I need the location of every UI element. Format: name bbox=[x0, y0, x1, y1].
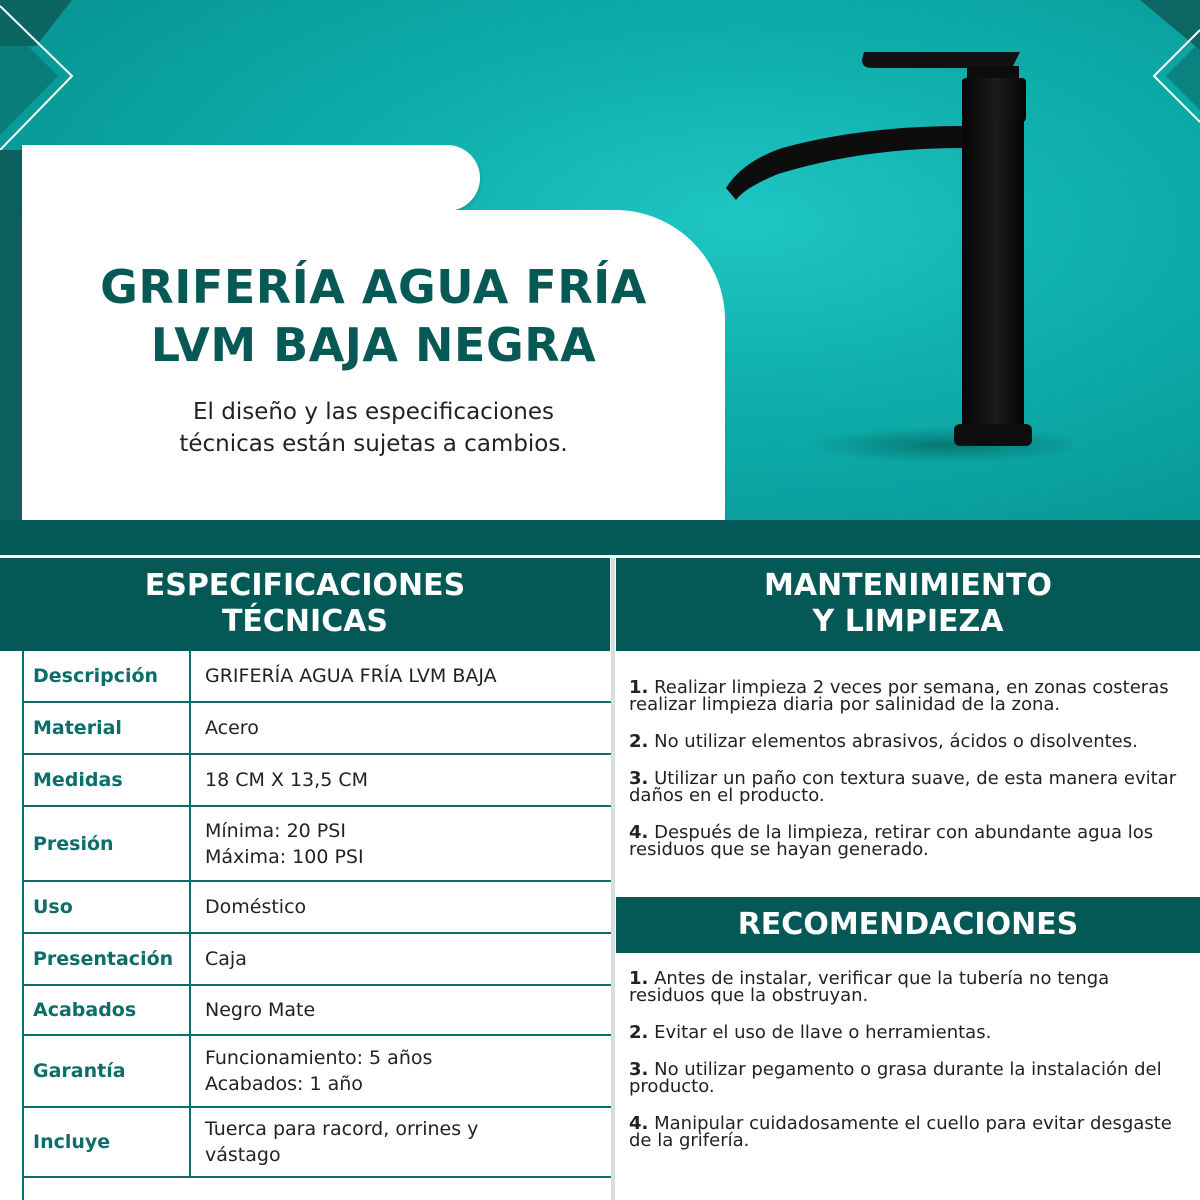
list-item-text: Manipular cuidadosamente el cuello para evitar desgaste de la grifería. bbox=[629, 1113, 1172, 1151]
maintenance-header-line1: MANTENIMIENTO bbox=[764, 568, 1052, 603]
top-right-diamond-decoration bbox=[1110, 0, 1200, 170]
table-row bbox=[24, 882, 612, 934]
product-title-line2: LVM BAJA NEGRA bbox=[150, 318, 597, 372]
list-item-text: No utilizar elementos abrasivos, ácidos o disolventes. bbox=[654, 731, 1138, 752]
spec-value-incluye bbox=[191, 1108, 612, 1176]
specs-table bbox=[22, 651, 612, 1200]
spec-value-line: Doméstico bbox=[205, 896, 307, 918]
spec-label-incluye: Incluye bbox=[24, 1108, 191, 1176]
spec-value-acabados bbox=[191, 986, 612, 1034]
disclaimer-line2: técnicas están sujetas a cambios. bbox=[179, 431, 568, 457]
table-row-empty bbox=[24, 1178, 612, 1200]
specs-header-line2: TÉCNICAS bbox=[221, 604, 389, 639]
table-row bbox=[24, 807, 612, 882]
spec-value-line: Acabados: 1 año bbox=[205, 1073, 363, 1095]
maintenance-header bbox=[616, 558, 1200, 651]
spec-value-uso bbox=[191, 882, 612, 932]
spec-value-line: Caja bbox=[205, 948, 247, 970]
recommendations-list bbox=[629, 970, 1189, 1169]
spec-value-line: vástago bbox=[205, 1144, 281, 1166]
product-title bbox=[22, 258, 725, 374]
hero-pill-decoration bbox=[22, 145, 480, 211]
spec-value-line: GRIFERÍA AGUA FRÍA LVM BAJA bbox=[205, 665, 497, 687]
list-item-number: 3. bbox=[629, 768, 649, 789]
table-row bbox=[24, 934, 612, 986]
list-item bbox=[629, 679, 1189, 713]
spec-label-medidas: Medidas bbox=[24, 755, 191, 805]
list-item bbox=[629, 970, 1189, 1004]
spec-label-presentacion: Presentación bbox=[24, 934, 191, 984]
table-row bbox=[24, 755, 612, 807]
table-row bbox=[24, 1036, 612, 1108]
column-divider bbox=[611, 558, 615, 1200]
list-item-number: 1. bbox=[629, 968, 649, 989]
list-item-text: Utilizar un paño con textura suave, de esta manera evitar daños en el producto. bbox=[629, 768, 1177, 806]
list-item bbox=[629, 1061, 1189, 1095]
list-item bbox=[629, 770, 1189, 804]
spec-label-presion: Presión bbox=[24, 807, 191, 880]
list-item-text: Después de la limpieza, retirar con abundante agua los residuos que se hayan generado. bbox=[629, 822, 1154, 860]
table-row bbox=[24, 986, 612, 1036]
spec-value-line: Acero bbox=[205, 717, 259, 739]
maintenance-list bbox=[629, 679, 1189, 878]
recommendations-header: RECOMENDACIONES bbox=[616, 897, 1200, 953]
spec-value-presion bbox=[191, 807, 612, 880]
list-item-text: Evitar el uso de llave o herramientas. bbox=[654, 1022, 992, 1043]
list-item-number: 4. bbox=[629, 822, 649, 843]
list-item-text: Realizar limpieza 2 veces por semana, en zonas costeras realizar limpieza diaria por salinidad de la zona. bbox=[629, 677, 1169, 715]
black-faucet-image bbox=[712, 40, 1072, 480]
list-item-number: 3. bbox=[629, 1059, 649, 1080]
maintenance-header-line2: Y LIMPIEZA bbox=[812, 604, 1004, 639]
spec-value-descripcion bbox=[191, 651, 612, 701]
spec-value-line: Mínima: 20 PSI bbox=[205, 819, 346, 842]
spec-value-garantia bbox=[191, 1036, 612, 1106]
spec-value-material bbox=[191, 703, 612, 753]
product-title-line1: GRIFERÍA AGUA FRÍA bbox=[100, 260, 647, 314]
disclaimer-text bbox=[22, 396, 725, 460]
hero-left-band bbox=[0, 150, 22, 530]
hero-bottom-band bbox=[0, 520, 1200, 555]
spec-value-line: Negro Mate bbox=[205, 999, 316, 1021]
spec-value-line: 18 CM X 13,5 CM bbox=[205, 769, 368, 791]
spec-value-presentacion bbox=[191, 934, 612, 984]
spec-label-material: Material bbox=[24, 703, 191, 753]
list-item bbox=[629, 733, 1189, 750]
spec-value-medidas bbox=[191, 755, 612, 805]
table-row bbox=[24, 651, 612, 703]
hero-banner bbox=[0, 0, 1200, 555]
spec-value-line: Máxima: 100 PSI bbox=[205, 845, 364, 868]
specs-header-line1: ESPECIFICACIONES bbox=[144, 568, 466, 603]
list-item bbox=[629, 824, 1189, 858]
spec-label-acabados: Acabados bbox=[24, 986, 191, 1034]
list-item-number: 2. bbox=[629, 731, 649, 752]
list-item bbox=[629, 1024, 1189, 1041]
specs-header bbox=[0, 558, 610, 651]
list-item-number: 4. bbox=[629, 1113, 649, 1134]
spec-label-garantia: Garantía bbox=[24, 1036, 191, 1106]
table-row bbox=[24, 703, 612, 755]
spec-value-line: Funcionamiento: 5 años bbox=[205, 1047, 433, 1069]
list-item bbox=[629, 1115, 1189, 1149]
list-item-text: Antes de instalar, verificar que la tubería no tenga residuos que la obstruyan. bbox=[629, 968, 1110, 1006]
list-item-text: No utilizar pegamento o grasa durante la instalación del producto. bbox=[629, 1059, 1162, 1097]
spec-label-descripcion: Descripción bbox=[24, 651, 191, 701]
spec-value-line: Tuerca para racord, orrines y bbox=[205, 1118, 479, 1140]
table-row bbox=[24, 1108, 612, 1178]
list-item-number: 2. bbox=[629, 1022, 649, 1043]
disclaimer-line1: El diseño y las especificaciones bbox=[193, 399, 554, 425]
list-item-number: 1. bbox=[629, 677, 649, 698]
spec-label-uso: Uso bbox=[24, 882, 191, 932]
